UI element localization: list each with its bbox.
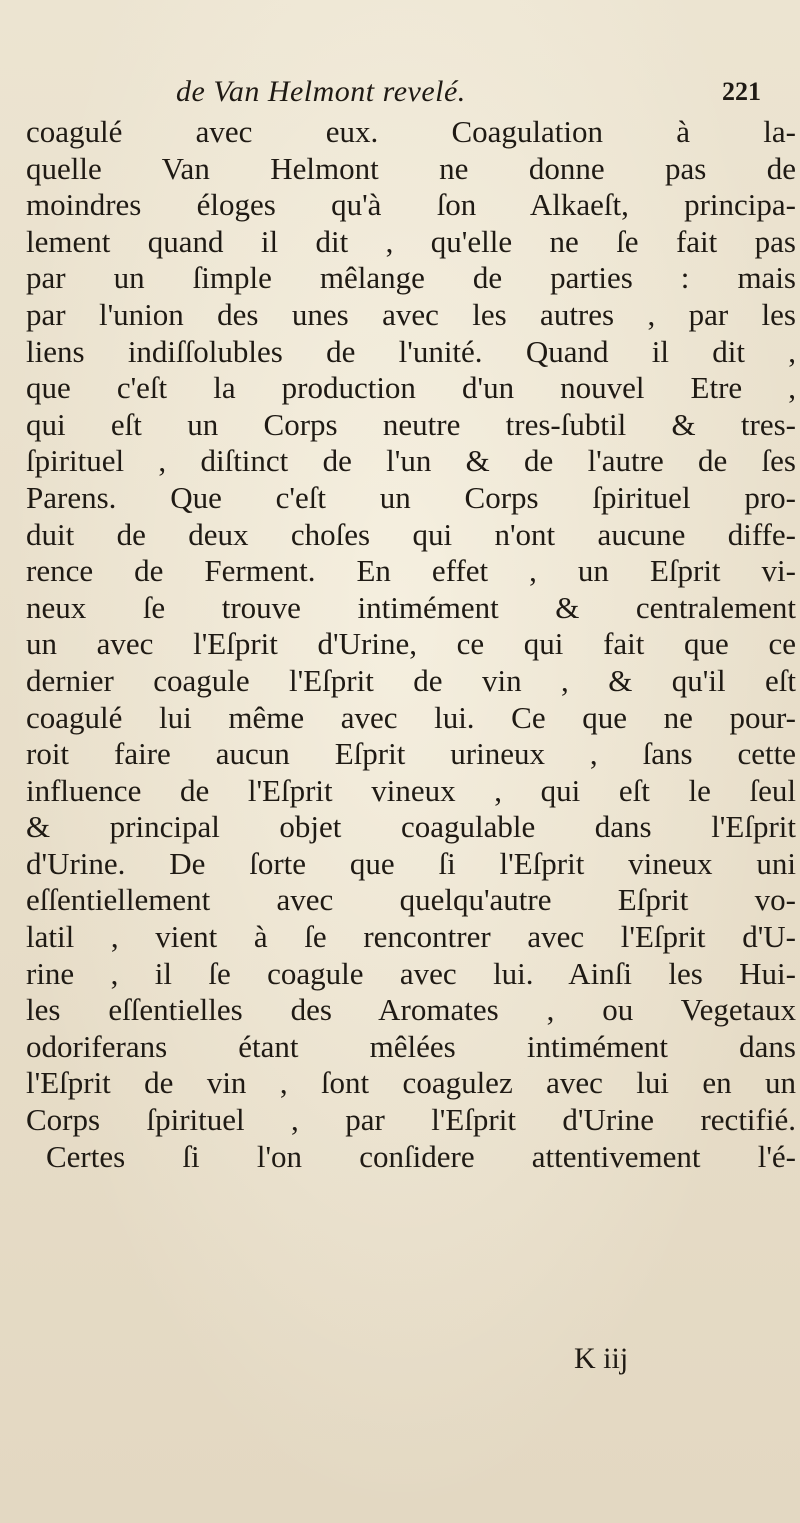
text-line: duit de deux choſes qui n'ont aucune diffe- [26,516,796,552]
running-head [0,72,800,112]
text-line: influence de l'Eſprit vineux , qui eſt le ſeul [26,772,796,808]
text-line: neux ſe trouve intimément & centralement [26,589,796,625]
text-line: liens indiſſolubles de l'unité. Quand il dit , [26,333,796,369]
text-line: roit faire aucun Eſprit urineux , ſans cette [26,736,796,772]
text-line: d'Urine. De ſorte que ſi l'Eſprit vineux uni [26,845,796,881]
text-line: moindres éloges qu'à ſon Alkaeſt, principa- [26,187,796,223]
page-number: 221 [722,77,761,106]
text-line: coagulé lui même avec lui. Ce que ne pour- [26,699,796,735]
text-line: par un ſimple mêlange de parties : mais [26,260,796,296]
text-line: Certes ſi l'on conſidere attentivement l'é- [46,1138,796,1174]
text-line: lement quand il dit , qu'elle ne ſe fait pas [26,223,796,259]
text-line: quelle Van Helmont ne donne pas de [26,150,796,186]
text-line: rence de Ferment. En effet , un Eſprit vi- [26,553,796,589]
text-line: odoriferans étant mêlées intimément dans [26,1028,796,1064]
text-line: ſpirituel , diſtinct de l'un & de l'autre de ſes [26,443,796,479]
text-line: les eſſentielles des Aromates , ou Vegetaux [26,992,796,1028]
running-head-title: de Van Helmont revelé. [176,75,466,108]
text-line: l'Eſprit de vin , ſont coagulez avec lui en un [26,1065,796,1101]
text-line: par l'union des unes avec les autres , par les [26,296,796,332]
text-line: dernier coagule l'Eſprit de vin , & qu'il eſt [26,662,796,698]
text-line: latil , vient à ſe rencontrer avec l'Eſprit d'U- [26,919,796,955]
text-line: un avec l'Eſprit d'Urine, ce qui fait que ce [26,626,796,662]
text-line: coagulé avec eux. Coagulation à la- [26,114,796,149]
text-line: qui eſt un Corps neutre tres-ſubtil & tres- [26,406,796,442]
text-line: que c'eſt la production d'un nouvel Etre , [26,370,796,406]
signature-mark: K iij [574,1342,629,1375]
text-line: eſſentiellement avec quelqu'autre Eſprit vo- [26,882,796,918]
body-text [26,114,796,1175]
text-line: & principal objet coagulable dans l'Eſprit [26,809,796,845]
text-line: Parens. Que c'eſt un Corps ſpirituel pro- [26,479,796,515]
text-line: Corps ſpirituel , par l'Eſprit d'Urine rectifié. [26,1102,796,1138]
text-line: rine , il ſe coagule avec lui. Ainſi les Hui- [26,955,796,991]
